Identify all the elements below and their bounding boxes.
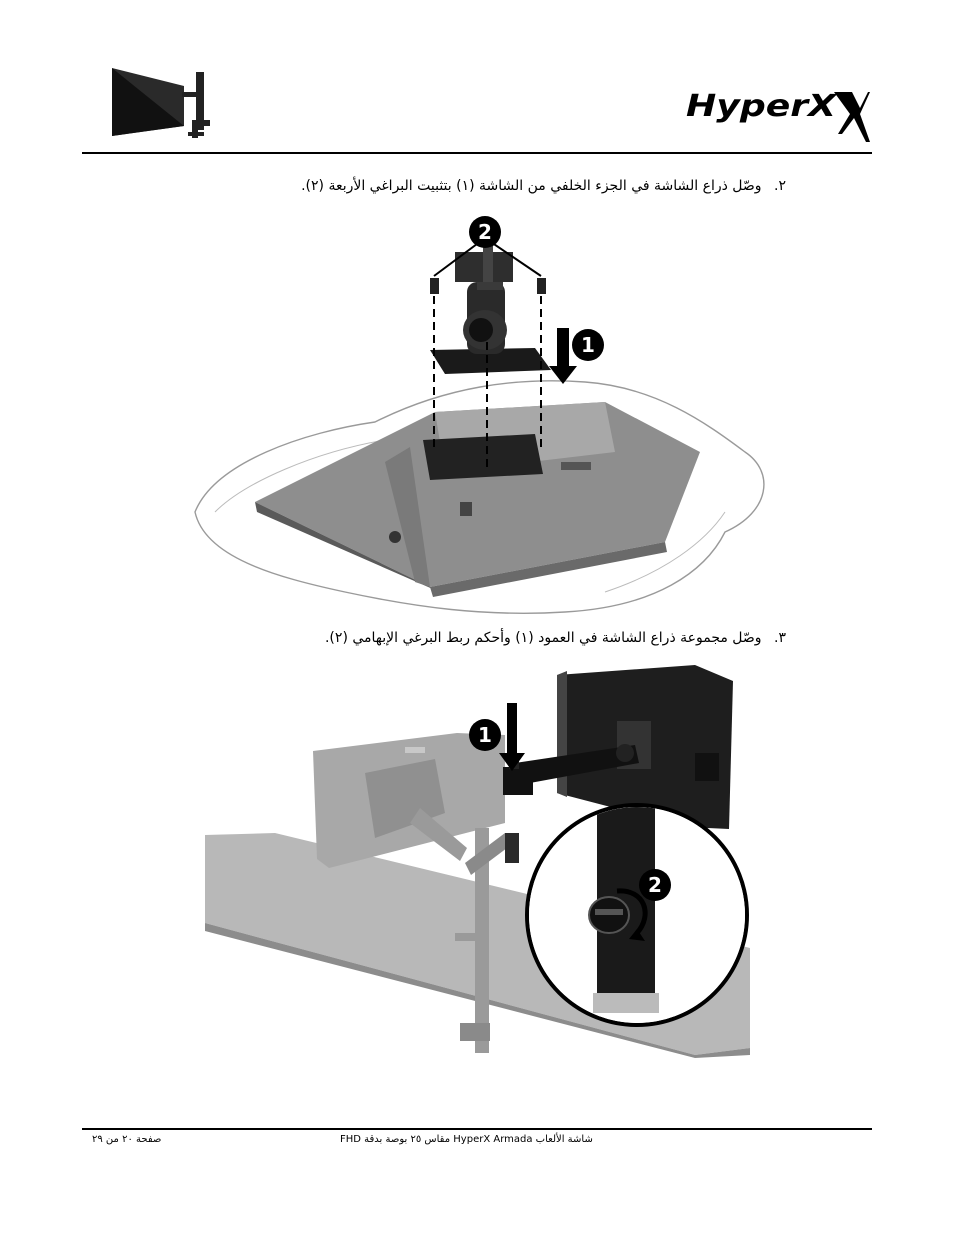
footer-page-number: صفحة ٢٠ من ٢٩ <box>92 1134 162 1145</box>
header <box>0 0 954 160</box>
step-2-instruction: وصّل ذراع الشاشة في الجزء الخلفي من الشاشة (١) بتثبيت البراغي الأربعة (٢). <box>301 178 762 194</box>
header-divider <box>82 152 872 154</box>
down-arrow-icon <box>549 328 577 384</box>
footer-divider <box>82 1128 872 1130</box>
step-2-text <box>301 178 786 194</box>
footer-document-title: شاشة الألعاب HyperX Armada مقاس ٢٥ بوصة بدقة FHD <box>340 1134 593 1145</box>
callout-1-label: 1 <box>478 723 492 747</box>
step-3-number: ٣. <box>774 630 786 646</box>
step-2-number: ٢. <box>774 178 786 194</box>
step-3-instruction: وصّل مجموعة ذراع الشاشة في العمود (١) وأحكم ربط البرغي الإبهامي (٢). <box>324 630 762 646</box>
hyperx-logo-icon <box>684 86 870 144</box>
brand-name: HyperX <box>686 89 839 124</box>
callout-2-label: 2 <box>478 220 492 244</box>
callout-1-label: 1 <box>581 333 595 357</box>
step-3-illustration <box>205 663 750 1058</box>
step-3-text <box>325 630 786 646</box>
monitor-arm-clamp-icon <box>108 64 216 142</box>
step-2-illustration <box>185 212 775 622</box>
callout-2-label: 2 <box>648 873 662 897</box>
